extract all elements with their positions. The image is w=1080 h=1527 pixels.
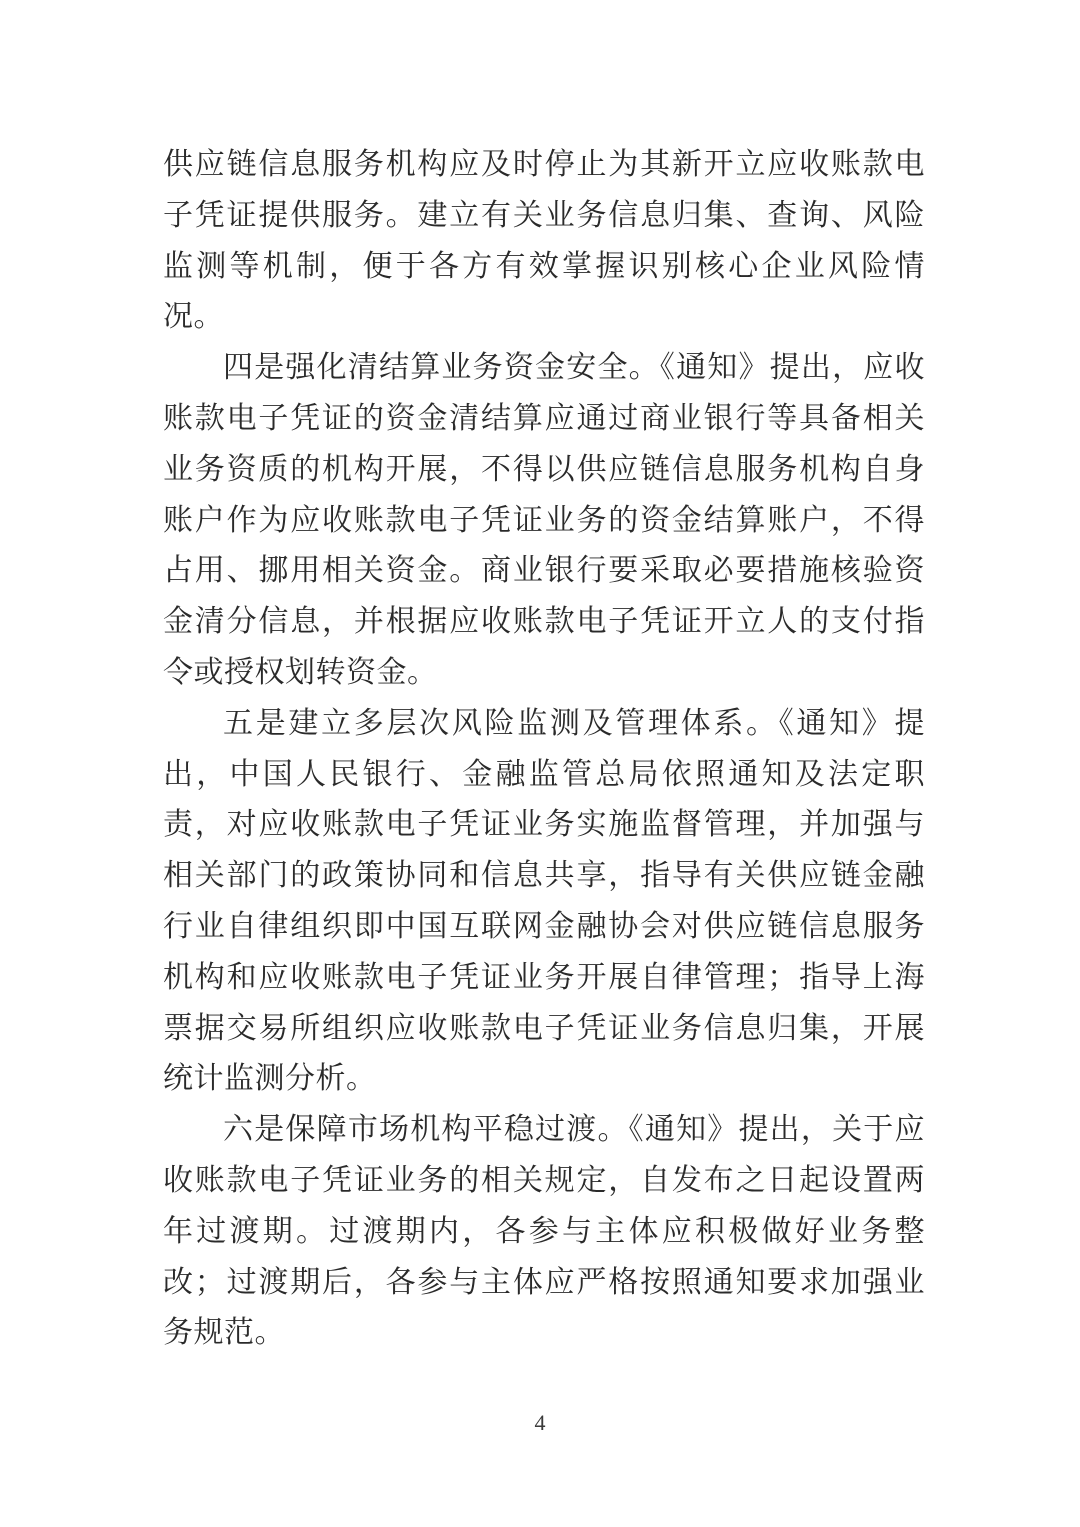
document-text-block: [163, 140, 925, 1359]
paragraph-continuation: 供应链信息服务机构应及时停止为其新开立应收账款电子凭证提供服务。建立有关业务信息归集、查询、风险监测等机制，便于各方有效掌握识别核心企业风险情况。: [163, 148, 925, 334]
paragraph-point-six: 六是保障市场机构平稳过渡。《通知》提出，关于应收账款电子凭证业务的相关规定，自发布之日起设置两年过渡期。过渡期内，各参与主体应积极做好业务整改；过渡期后，各参与主体应严格按照通知要求加强业务规范。: [163, 1113, 925, 1350]
paragraph-point-five: 五是建立多层次风险监测及管理体系。《通知》提出，中国人民银行、金融监管总局依照通知及法定职责，对应收账款电子凭证业务实施监督管理，并加强与相关部门的政策协同和信息共享，指导有关供应链金融行业自律组织即中国互联网金融协会对供应链信息服务机构和应收账款电子凭证业务开展自律管理；指导上海票据交易所组织应收账款电子凭证业务信息归集，开展统计监测分析。: [163, 706, 925, 1096]
paragraph-point-four: 四是强化清结算业务资金安全。《通知》提出，应收账款电子凭证的资金清结算应通过商业银行等具备相关业务资质的机构开展，不得以供应链信息服务机构自身账户作为应收账款电子凭证业务的资金结算账户，不得占用、挪用相关资金。商业银行要采取必要措施核验资金清分信息，并根据应收账款电子凭证开立人的支付指令或授权划转资金。: [163, 351, 925, 689]
page-number: 4: [534, 1410, 546, 1435]
